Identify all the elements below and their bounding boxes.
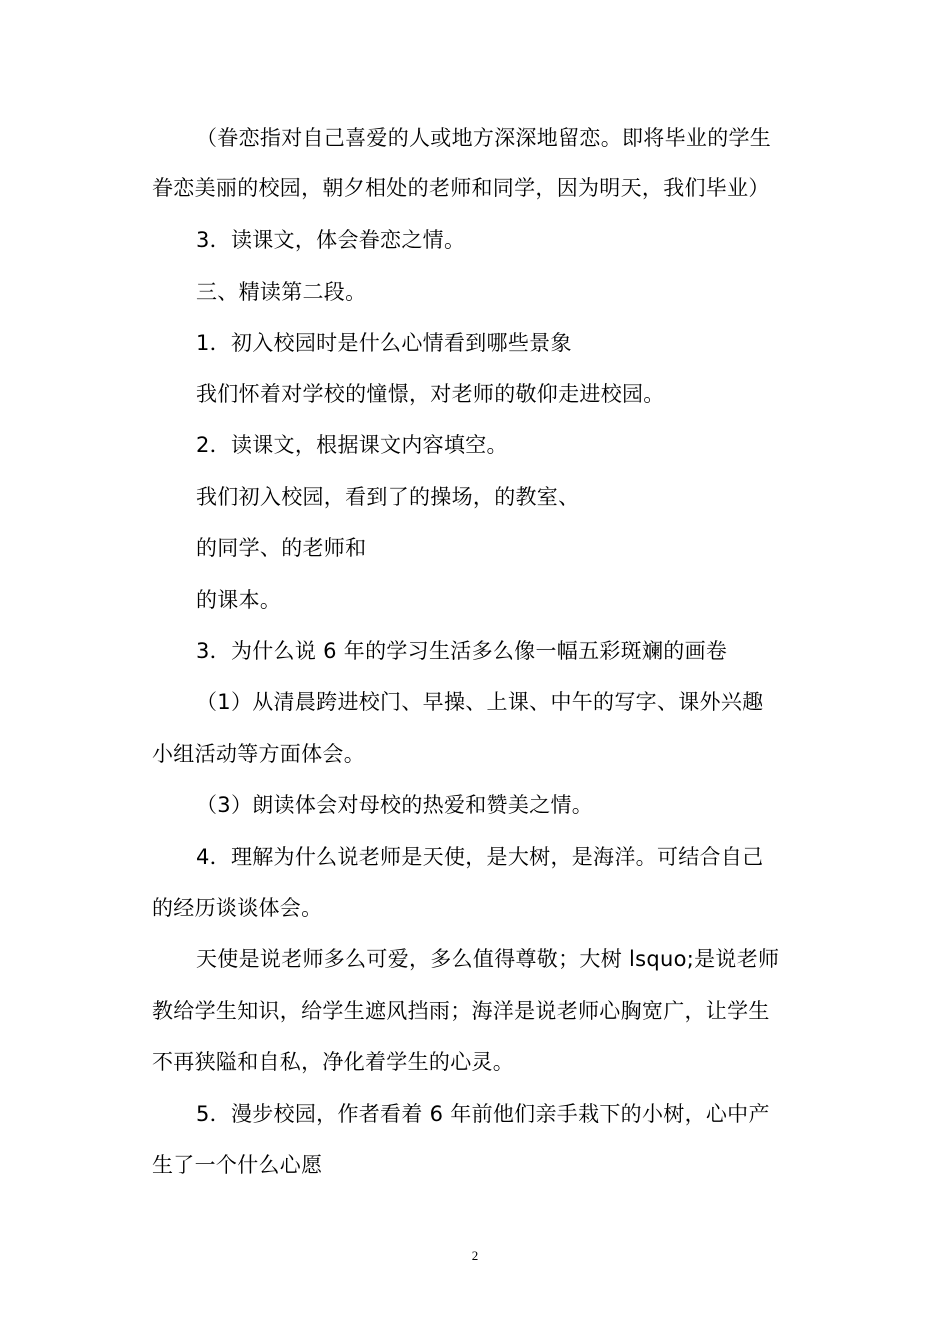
text-line: 眷恋美丽的校园，朝夕相处的老师和同学，因为明天，我们毕业）: [152, 176, 770, 200]
text-line: 教给学生知识，给学生遮风挡雨；海洋是说老师心胸宽广，让学生: [152, 999, 770, 1023]
text-line: （1）从清晨跨进校门、早操、上课、中午的写字、课外兴趣: [196, 690, 764, 714]
text-line: 天使是说老师多么可爱，多么值得尊敬；大树 lsquo;是说老师: [196, 947, 780, 971]
page-number: 2: [471, 1248, 479, 1263]
section-heading: 三、精读第二段。: [196, 280, 367, 304]
text-line: （眷恋指对自己喜爱的人或地方深深地留恋。即将毕业的学生: [196, 126, 772, 150]
text-line: 我们初入校园，看到了的操场，的教室、: [196, 485, 580, 509]
text-line: 3．读课文，体会眷恋之情。: [196, 228, 466, 252]
text-line: 的经历谈谈体会。: [152, 896, 323, 920]
text-line: 的同学、的老师和: [196, 536, 367, 560]
text-line: 5．漫步校园，作者看着 6 年前他们亲手栽下的小树，心中产: [196, 1102, 770, 1126]
text-line: 3．为什么说 6 年的学习生活多么像一幅五彩斑斓的画卷: [196, 639, 728, 663]
text-line: 4．理解为什么说老师是天使，是大树，是海洋。可结合自己: [196, 845, 764, 869]
text-line: 小组活动等方面体会。: [152, 742, 365, 766]
text-line: 不再狭隘和自私，净化着学生的心灵。: [152, 1050, 515, 1074]
text-line: （3）朗读体会对母校的热爱和赞美之情。: [196, 793, 594, 817]
text-line: 的课本。: [196, 588, 282, 612]
text-line: 2．读课文，根据课文内容填空。: [196, 433, 508, 457]
text-line: 1．初入校园时是什么心情看到哪些景象: [196, 331, 572, 355]
text-line: 生了一个什么心愿: [152, 1153, 323, 1177]
text-line: 我们怀着对学校的憧憬，对老师的敬仰走进校园。: [196, 382, 665, 406]
